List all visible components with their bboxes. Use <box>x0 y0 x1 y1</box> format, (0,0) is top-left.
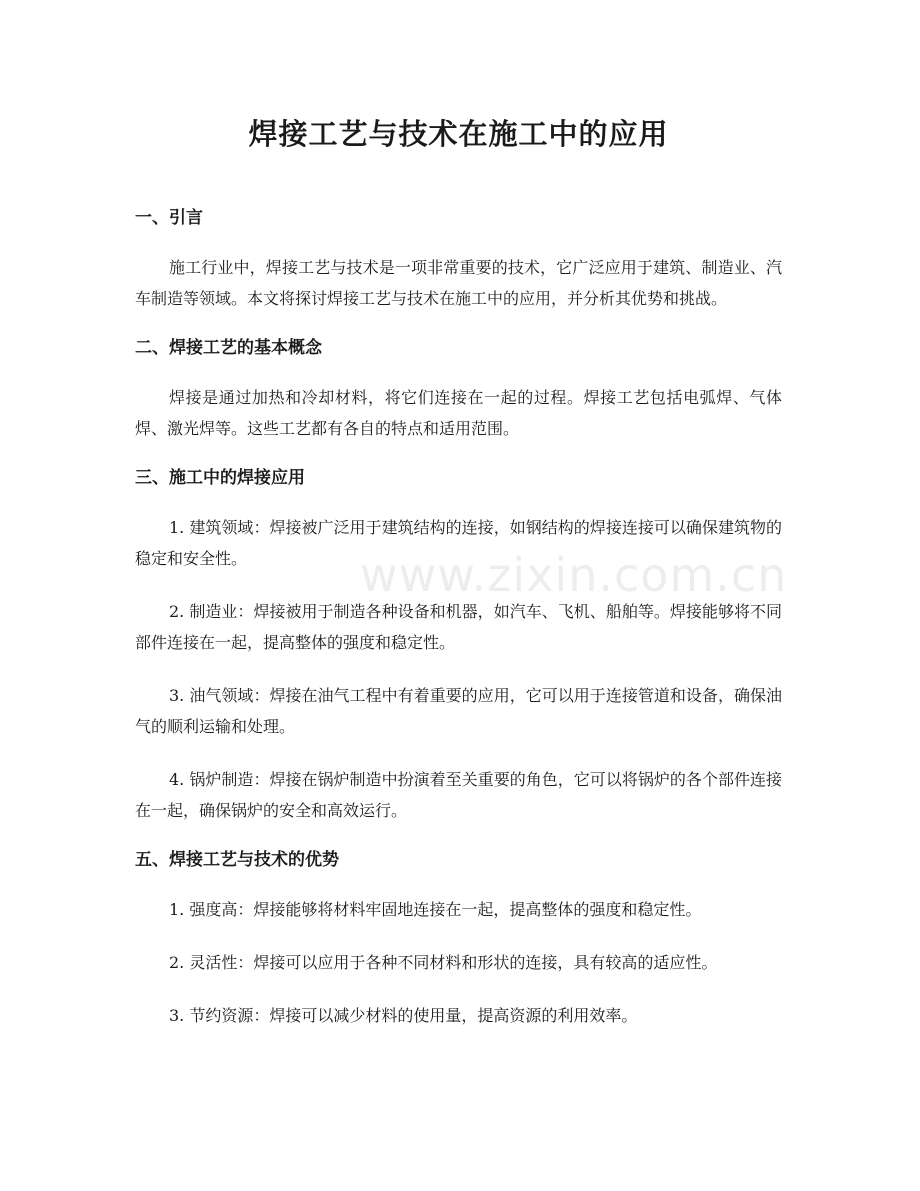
advantage-item: 3. 节约资源：焊接可以减少材料的使用量，提高资源的利用效率。 <box>169 1006 638 1025</box>
section-heading-basic-concept: 二、焊接工艺的基本概念 <box>135 338 322 358</box>
document-title: 焊接工艺与技术在施工中的应用 <box>248 117 669 151</box>
advantage-item: 2. 灵活性：焊接可以应用于各种不同材料和形状的连接，具有较高的适应性。 <box>169 953 718 972</box>
application-item: 1. 建筑领域：焊接被广泛用于建筑结构的连接，如钢结构的焊接连接可以确保建筑物的稳定和安全性。 <box>135 518 782 568</box>
section-heading-applications: 三、施工中的焊接应用 <box>135 468 305 488</box>
watermark-text: www.zixin.com.cn <box>360 548 788 602</box>
section-heading-intro: 一、引言 <box>135 208 203 228</box>
intro-paragraph: 施工行业中，焊接工艺与技术是一项非常重要的技术，它广泛应用于建筑、制造业、汽车制造等领域。本文将探讨焊接工艺与技术在施工中的应用，并分析其优势和挑战。 <box>135 258 782 308</box>
application-item: 2. 制造业：焊接被用于制造各种设备和机器，如汽车、飞机、船舶等。焊接能够将不同部件连接在一起，提高整体的强度和稳定性。 <box>135 602 782 652</box>
application-item: 3. 油气领域：焊接在油气工程中有着重要的应用，它可以用于连接管道和设备，确保油气的顺利运输和处理。 <box>135 686 782 736</box>
application-item: 4. 锅炉制造：焊接在锅炉制造中扮演着至关重要的角色，它可以将锅炉的各个部件连接在一起，确保锅炉的安全和高效运行。 <box>135 770 782 820</box>
basic-concept-paragraph: 焊接是通过加热和冷却材料，将它们连接在一起的过程。焊接工艺包括电弧焊、气体焊、激光焊等。这些工艺都有各自的特点和适用范围。 <box>135 388 782 438</box>
section-heading-advantages: 五、焊接工艺与技术的优势 <box>135 850 339 870</box>
advantage-item: 1. 强度高：焊接能够将材料牢固地连接在一起，提高整体的强度和稳定性。 <box>169 900 702 919</box>
